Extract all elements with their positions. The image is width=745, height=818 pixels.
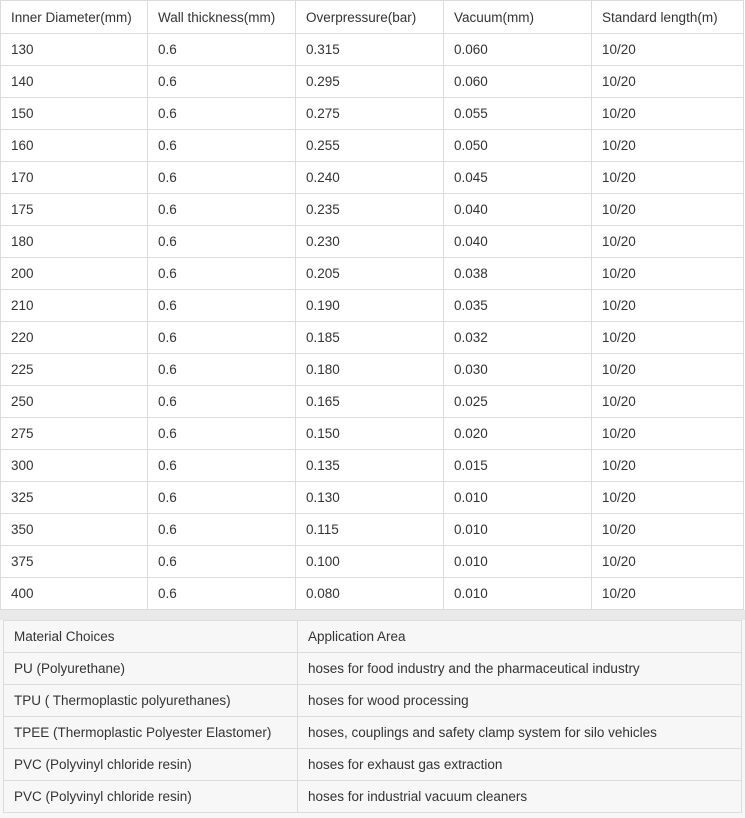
cell-standard-length: 10/20: [592, 386, 744, 418]
cell-overpressure: 0.255: [296, 130, 444, 162]
cell-standard-length: 10/20: [592, 226, 744, 258]
cell-inner-diameter: 325: [1, 482, 148, 514]
cell-overpressure: 0.240: [296, 162, 444, 194]
cell-standard-length: 10/20: [592, 130, 744, 162]
cell-standard-length: 10/20: [592, 290, 744, 322]
table-row: [1, 194, 744, 226]
cell-material: TPU ( Thermoplastic polyurethanes): [4, 685, 298, 717]
cell-standard-length: 10/20: [592, 578, 744, 610]
material-table: [3, 620, 742, 813]
cell-inner-diameter: 225: [1, 354, 148, 386]
cell-standard-length: 10/20: [592, 482, 744, 514]
cell-standard-length: 10/20: [592, 34, 744, 66]
cell-material: TPEE (Thermoplastic Polyester Elastomer): [4, 717, 298, 749]
cell-wall-thickness: 0.6: [148, 98, 296, 130]
cell-wall-thickness: 0.6: [148, 578, 296, 610]
table-row: [4, 781, 742, 813]
cell-wall-thickness: 0.6: [148, 482, 296, 514]
cell-wall-thickness: 0.6: [148, 194, 296, 226]
column-header-standard-length: Standard length(m): [592, 1, 744, 34]
cell-inner-diameter: 220: [1, 322, 148, 354]
cell-inner-diameter: 170: [1, 162, 148, 194]
cell-overpressure: 0.135: [296, 450, 444, 482]
cell-wall-thickness: 0.6: [148, 546, 296, 578]
table-row: [1, 258, 744, 290]
cell-overpressure: 0.150: [296, 418, 444, 450]
cell-standard-length: 10/20: [592, 98, 744, 130]
cell-application-area: hoses for industrial vacuum cleaners: [298, 781, 742, 813]
cell-vacuum: 0.030: [444, 354, 592, 386]
cell-overpressure: 0.315: [296, 34, 444, 66]
cell-standard-length: 10/20: [592, 66, 744, 98]
cell-overpressure: 0.275: [296, 98, 444, 130]
cell-inner-diameter: 400: [1, 578, 148, 610]
column-header-application-area: Application Area: [298, 621, 742, 653]
column-header-wall-thickness: Wall thickness(mm): [148, 1, 296, 34]
cell-overpressure: 0.080: [296, 578, 444, 610]
cell-inner-diameter: 210: [1, 290, 148, 322]
cell-inner-diameter: 375: [1, 546, 148, 578]
cell-overpressure: 0.180: [296, 354, 444, 386]
cell-vacuum: 0.010: [444, 514, 592, 546]
cell-wall-thickness: 0.6: [148, 514, 296, 546]
cell-overpressure: 0.235: [296, 194, 444, 226]
table-row: [4, 717, 742, 749]
table-divider: [0, 610, 745, 620]
table-row: [1, 578, 744, 610]
table-row: [4, 653, 742, 685]
cell-inner-diameter: 140: [1, 66, 148, 98]
cell-overpressure: 0.295: [296, 66, 444, 98]
cell-standard-length: 10/20: [592, 162, 744, 194]
cell-wall-thickness: 0.6: [148, 322, 296, 354]
table-row: [4, 685, 742, 717]
cell-wall-thickness: 0.6: [148, 354, 296, 386]
cell-inner-diameter: 150: [1, 98, 148, 130]
table-row: [1, 450, 744, 482]
cell-overpressure: 0.165: [296, 386, 444, 418]
table-row: [1, 354, 744, 386]
cell-standard-length: 10/20: [592, 418, 744, 450]
cell-standard-length: 10/20: [592, 258, 744, 290]
table-row: [1, 386, 744, 418]
cell-overpressure: 0.190: [296, 290, 444, 322]
cell-vacuum: 0.040: [444, 226, 592, 258]
cell-vacuum: 0.010: [444, 546, 592, 578]
cell-standard-length: 10/20: [592, 514, 744, 546]
cell-vacuum: 0.040: [444, 194, 592, 226]
cell-inner-diameter: 130: [1, 34, 148, 66]
cell-inner-diameter: 160: [1, 130, 148, 162]
cell-vacuum: 0.032: [444, 322, 592, 354]
cell-vacuum: 0.055: [444, 98, 592, 130]
cell-wall-thickness: 0.6: [148, 450, 296, 482]
column-header-material: Material Choices: [4, 621, 298, 653]
cell-overpressure: 0.130: [296, 482, 444, 514]
cell-standard-length: 10/20: [592, 450, 744, 482]
cell-application-area: hoses for food industry and the pharmaceutical industry: [298, 653, 742, 685]
cell-wall-thickness: 0.6: [148, 226, 296, 258]
cell-vacuum: 0.050: [444, 130, 592, 162]
cell-vacuum: 0.060: [444, 34, 592, 66]
cell-standard-length: 10/20: [592, 354, 744, 386]
table-row: [1, 130, 744, 162]
cell-inner-diameter: 350: [1, 514, 148, 546]
cell-vacuum: 0.020: [444, 418, 592, 450]
column-header-vacuum: Vacuum(mm): [444, 1, 592, 34]
cell-application-area: hoses for exhaust gas extraction: [298, 749, 742, 781]
cell-inner-diameter: 275: [1, 418, 148, 450]
table-row: [1, 226, 744, 258]
table-header-row: [4, 621, 742, 653]
cell-wall-thickness: 0.6: [148, 258, 296, 290]
table-row: [1, 66, 744, 98]
cell-vacuum: 0.010: [444, 578, 592, 610]
cell-wall-thickness: 0.6: [148, 66, 296, 98]
cell-overpressure: 0.100: [296, 546, 444, 578]
cell-material: PVC (Polyvinyl chloride resin): [4, 749, 298, 781]
cell-application-area: hoses for wood processing: [298, 685, 742, 717]
table-row: [4, 749, 742, 781]
material-section: [0, 620, 745, 818]
cell-overpressure: 0.115: [296, 514, 444, 546]
cell-wall-thickness: 0.6: [148, 162, 296, 194]
cell-standard-length: 10/20: [592, 546, 744, 578]
table-row: [1, 34, 744, 66]
cell-vacuum: 0.010: [444, 482, 592, 514]
cell-inner-diameter: 250: [1, 386, 148, 418]
table-row: [1, 546, 744, 578]
cell-overpressure: 0.230: [296, 226, 444, 258]
cell-wall-thickness: 0.6: [148, 386, 296, 418]
cell-wall-thickness: 0.6: [148, 290, 296, 322]
cell-wall-thickness: 0.6: [148, 130, 296, 162]
cell-overpressure: 0.205: [296, 258, 444, 290]
table-row: [1, 482, 744, 514]
table-row: [1, 418, 744, 450]
cell-inner-diameter: 200: [1, 258, 148, 290]
cell-overpressure: 0.185: [296, 322, 444, 354]
cell-vacuum: 0.035: [444, 290, 592, 322]
cell-wall-thickness: 0.6: [148, 34, 296, 66]
cell-application-area: hoses, couplings and safety clamp system for silo vehicles: [298, 717, 742, 749]
table-row: [1, 322, 744, 354]
cell-inner-diameter: 300: [1, 450, 148, 482]
cell-inner-diameter: 180: [1, 226, 148, 258]
cell-wall-thickness: 0.6: [148, 418, 296, 450]
column-header-overpressure: Overpressure(bar): [296, 1, 444, 34]
cell-vacuum: 0.045: [444, 162, 592, 194]
cell-material: PVC (Polyvinyl chloride resin): [4, 781, 298, 813]
cell-vacuum: 0.060: [444, 66, 592, 98]
cell-standard-length: 10/20: [592, 322, 744, 354]
cell-inner-diameter: 175: [1, 194, 148, 226]
table-header-row: [1, 1, 744, 34]
cell-vacuum: 0.015: [444, 450, 592, 482]
table-row: [1, 98, 744, 130]
column-header-inner-diameter: Inner Diameter(mm): [1, 1, 148, 34]
cell-vacuum: 0.025: [444, 386, 592, 418]
table-row: [1, 514, 744, 546]
table-row: [1, 290, 744, 322]
cell-material: PU (Polyurethane): [4, 653, 298, 685]
cell-vacuum: 0.038: [444, 258, 592, 290]
table-row: [1, 162, 744, 194]
cell-standard-length: 10/20: [592, 194, 744, 226]
